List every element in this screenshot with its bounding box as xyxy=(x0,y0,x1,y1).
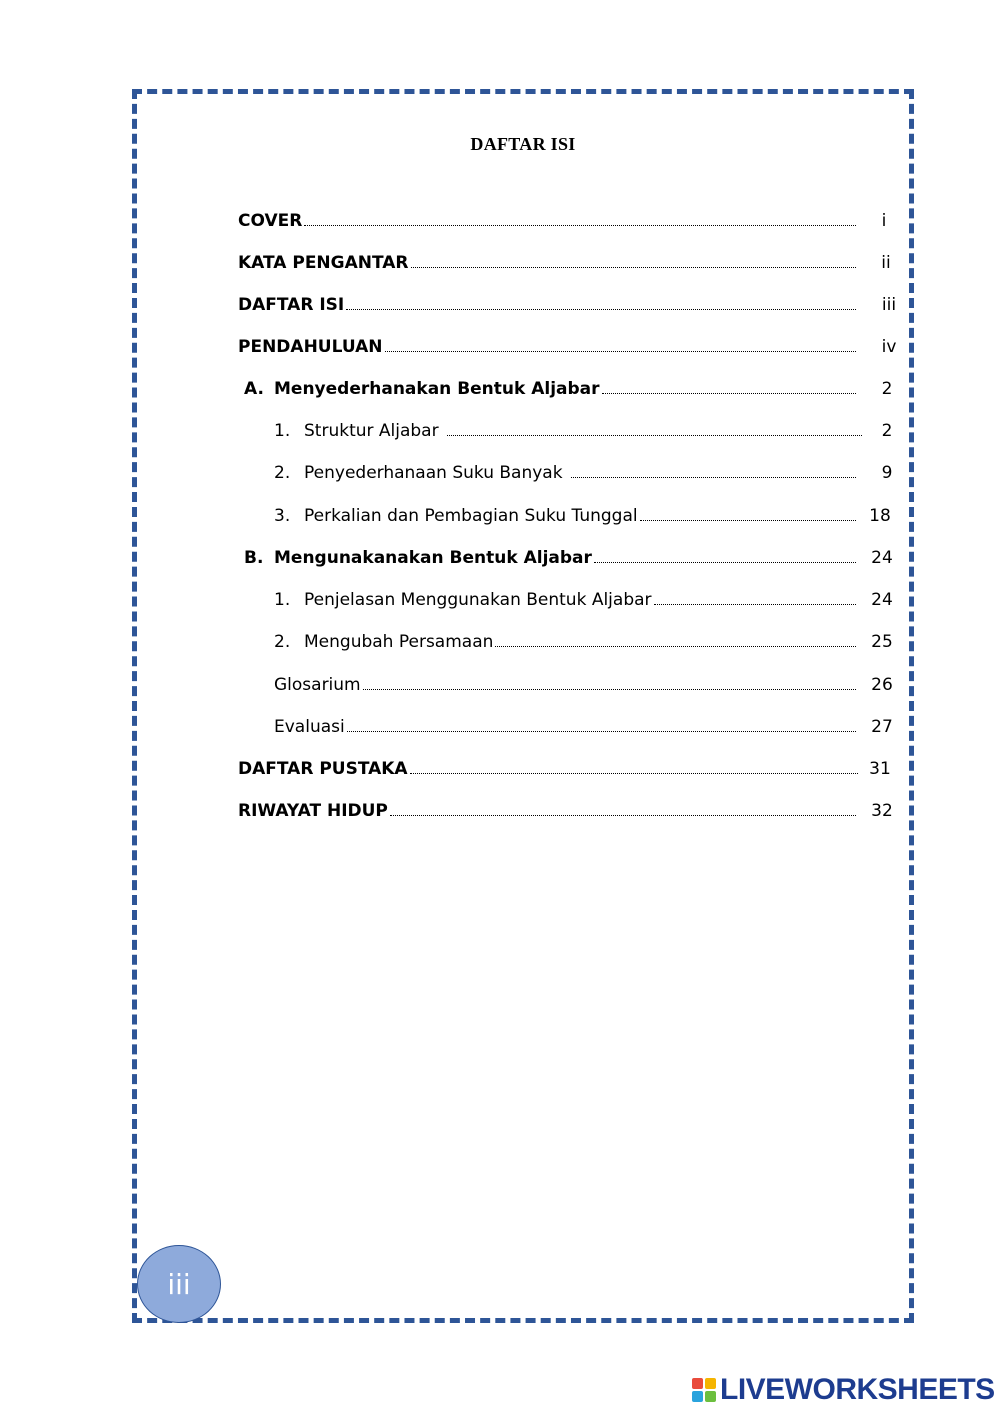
toc-page-number: iv xyxy=(881,337,897,357)
toc-page-number: 2 xyxy=(881,379,893,399)
toc-number: 1. xyxy=(274,421,291,441)
page-title: DAFTAR ISI xyxy=(470,134,576,154)
brand-name: LIVEWORKSHEETS xyxy=(720,1373,995,1406)
toc-entry-b1 xyxy=(274,588,858,612)
toc-label: COVER xyxy=(238,211,303,231)
dot-leader xyxy=(411,251,856,268)
dot-leader xyxy=(347,715,856,732)
page-number-badge: iii xyxy=(137,1245,221,1323)
liveworksheets-icon xyxy=(692,1378,716,1402)
dot-leader xyxy=(304,209,856,226)
toc-label: Struktur Aljabar xyxy=(304,421,439,441)
toc-page-number: 31 xyxy=(869,759,891,779)
toc-entry-evaluasi xyxy=(274,715,858,739)
toc-page-number: ii xyxy=(881,253,891,273)
dot-leader xyxy=(447,419,862,436)
toc-number: 2. xyxy=(274,463,291,483)
toc-page-number: iii xyxy=(881,295,897,315)
toc-entry-a3 xyxy=(274,504,858,528)
dot-leader xyxy=(495,630,856,647)
liveworksheets-logo xyxy=(692,1374,995,1406)
toc-page-number: 2 xyxy=(881,421,893,441)
toc-label: DAFTAR PUSTAKA xyxy=(238,759,408,779)
toc-label: Penyederhanaan Suku Banyak xyxy=(304,463,563,483)
toc-number: 3. xyxy=(274,506,291,526)
toc-entry-a2 xyxy=(274,461,858,485)
toc-label: Evaluasi xyxy=(274,717,345,737)
toc-label: RIWAYAT HIDUP xyxy=(238,801,388,821)
dot-leader xyxy=(390,799,856,816)
logo-square-green xyxy=(705,1391,716,1402)
dot-leader xyxy=(410,757,858,774)
toc-entry-section-a xyxy=(244,377,858,401)
toc-label: KATA PENGANTAR xyxy=(238,253,409,273)
toc-entry-glosarium xyxy=(274,673,858,697)
dot-leader xyxy=(594,546,856,563)
dot-leader xyxy=(363,673,856,690)
toc-entry-daftar-pustaka xyxy=(238,757,860,781)
logo-square-red xyxy=(692,1378,703,1389)
toc-entry-riwayat-hidup xyxy=(238,799,858,823)
toc-label: DAFTAR ISI xyxy=(238,295,345,315)
dot-leader xyxy=(346,293,856,310)
dot-leader xyxy=(571,461,856,478)
toc-number: B. xyxy=(244,548,264,568)
toc-entry-a1 xyxy=(274,419,864,443)
toc-label: Menyederhanakan Bentuk Aljabar xyxy=(274,379,600,399)
toc-number: A. xyxy=(244,379,264,399)
toc-label: Perkalian dan Pembagian Suku Tunggal xyxy=(304,506,638,526)
dot-leader xyxy=(654,588,856,605)
toc-page-number: 25 xyxy=(871,632,893,652)
toc-page-number: 18 xyxy=(869,506,891,526)
toc-page-number: 27 xyxy=(871,717,893,737)
toc-label: Penjelasan Menggunakan Bentuk Aljabar xyxy=(304,590,652,610)
toc-page-number: 32 xyxy=(871,801,893,821)
toc-label: Mengunakanakan Bentuk Aljabar xyxy=(274,548,592,568)
logo-square-blue xyxy=(692,1391,703,1402)
dot-leader xyxy=(640,504,856,521)
toc-entry-daftar-isi xyxy=(238,293,858,317)
logo-square-yellow xyxy=(705,1378,716,1389)
toc-entry-pendahuluan xyxy=(238,335,858,359)
dot-leader xyxy=(385,335,857,352)
toc-page-number: 26 xyxy=(871,675,893,695)
dot-leader xyxy=(602,377,856,394)
toc-page-number: 24 xyxy=(871,548,893,568)
toc-number: 2. xyxy=(274,632,291,652)
toc-page-number: i xyxy=(881,211,887,231)
toc-number: 1. xyxy=(274,590,291,610)
toc-entry-b2 xyxy=(274,630,858,654)
toc-label: Glosarium xyxy=(274,675,361,695)
toc-entry-section-b xyxy=(244,546,858,570)
toc-page-number: 9 xyxy=(881,463,893,483)
toc-entry-cover xyxy=(238,209,858,233)
toc-label: PENDAHULUAN xyxy=(238,337,383,357)
toc-page-number: 24 xyxy=(871,590,893,610)
toc-entry-kata-pengantar xyxy=(238,251,858,275)
toc-label: Mengubah Persamaan xyxy=(304,632,494,652)
